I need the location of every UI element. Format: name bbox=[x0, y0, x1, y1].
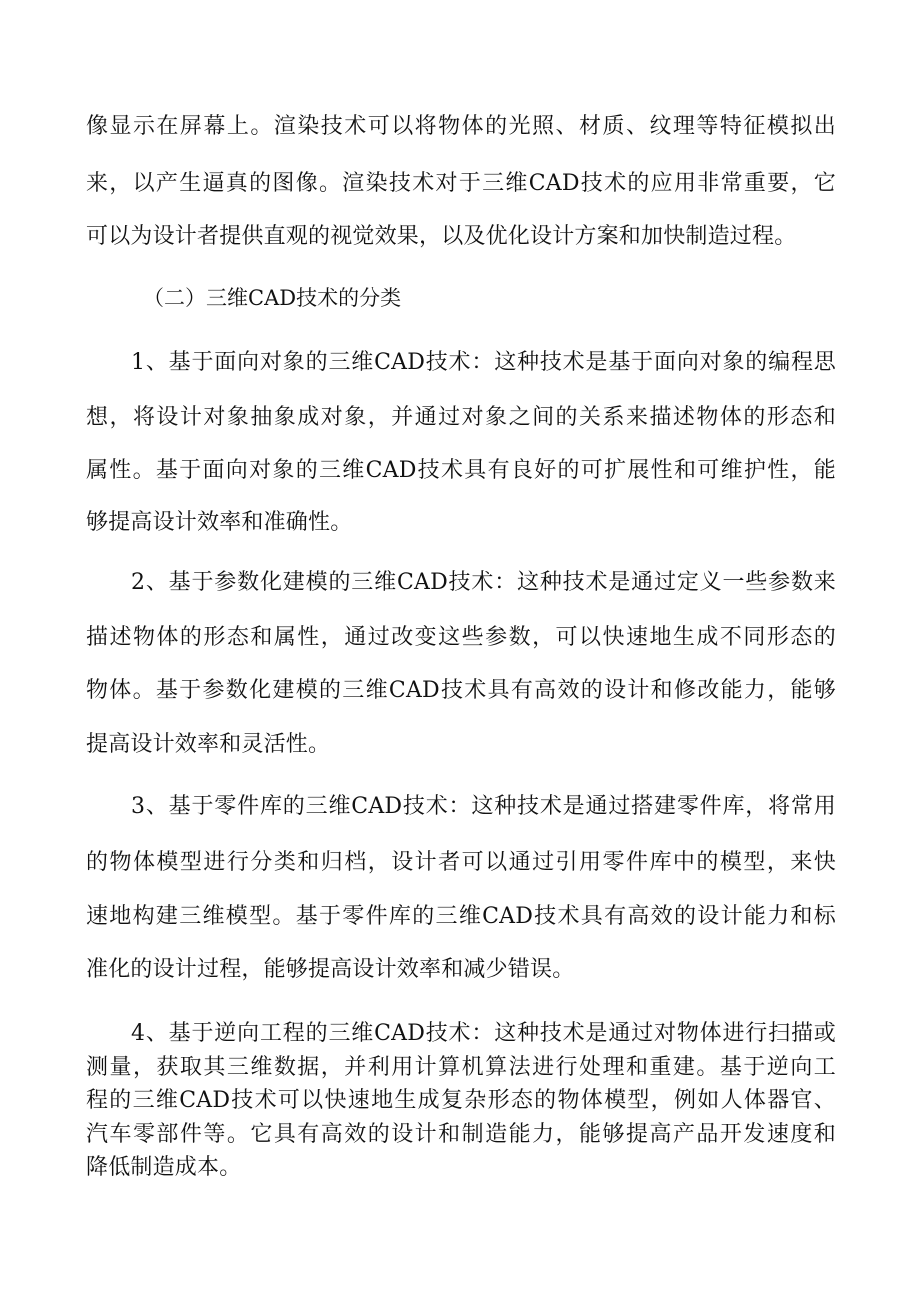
item4-line-2: 测量，获取其三维数据，并利用计算机算法进行处理和重建。基于逆向工 bbox=[86, 1055, 836, 1080]
item3-line-1: 3、基于零件库的三维CAD技术：这种技术是通过搭建零件库，将常用 bbox=[131, 794, 836, 819]
item1-line-3: 属性。基于面向对象的三维CAD技术具有良好的可扩展性和可维护性，能 bbox=[86, 458, 836, 483]
item4-line-1: 4、基于逆向工程的三维CAD技术：这种技术是通过对物体进行扫描或 bbox=[131, 1021, 836, 1046]
item4-line-3: 程的三维CAD技术可以快速地生成复杂形态的物体模型，例如人体器官、 bbox=[86, 1088, 836, 1113]
item1-line-2: 想，将设计对象抽象成对象，并通过对象之间的关系来描述物体的形态和 bbox=[86, 405, 836, 430]
item4-line-5: 降低制造成本。 bbox=[86, 1155, 242, 1180]
item1-line-1: 1、基于面向对象的三维CAD技术：这种技术是基于面向对象的编程思 bbox=[131, 350, 836, 375]
item2-line-2: 描述物体的形态和属性，通过改变这些参数，可以快速地生成不同形态的 bbox=[86, 625, 836, 650]
item2-line-3: 物体。基于参数化建模的三维CAD技术具有高效的设计和修改能力，能够 bbox=[86, 678, 836, 703]
intro-line-3: 可以为设计者提供直观的视觉效果，以及优化设计方案和加快制造过程。 bbox=[86, 224, 797, 249]
section-heading: （二）三维CAD技术的分类 bbox=[143, 286, 402, 310]
item3-line-4: 准化的设计过程，能够提高设计效率和减少错误。 bbox=[86, 957, 575, 982]
item2-line-1: 2、基于参数化建模的三维CAD技术：这种技术是通过定义一些参数来 bbox=[131, 570, 836, 595]
item2-line-4: 提高设计效率和灵活性。 bbox=[86, 732, 331, 757]
item1-line-4: 够提高设计效率和准确性。 bbox=[86, 510, 353, 535]
intro-line-2: 来，以产生逼真的图像。渲染技术对于三维CAD技术的应用非常重要，它 bbox=[86, 171, 836, 196]
item3-line-2: 的物体模型进行分类和归档，设计者可以通过引用零件库中的模型，来快 bbox=[86, 850, 836, 875]
item3-line-3: 速地构建三维模型。基于零件库的三维CAD技术具有高效的设计能力和标 bbox=[86, 904, 836, 929]
item4-line-4: 汽车零部件等。它具有高效的设计和制造能力，能够提高产品开发速度和 bbox=[86, 1122, 836, 1147]
intro-line-1: 像显示在屏幕上。渲染技术可以将物体的光照、材质、纹理等特征模拟出 bbox=[86, 114, 836, 139]
